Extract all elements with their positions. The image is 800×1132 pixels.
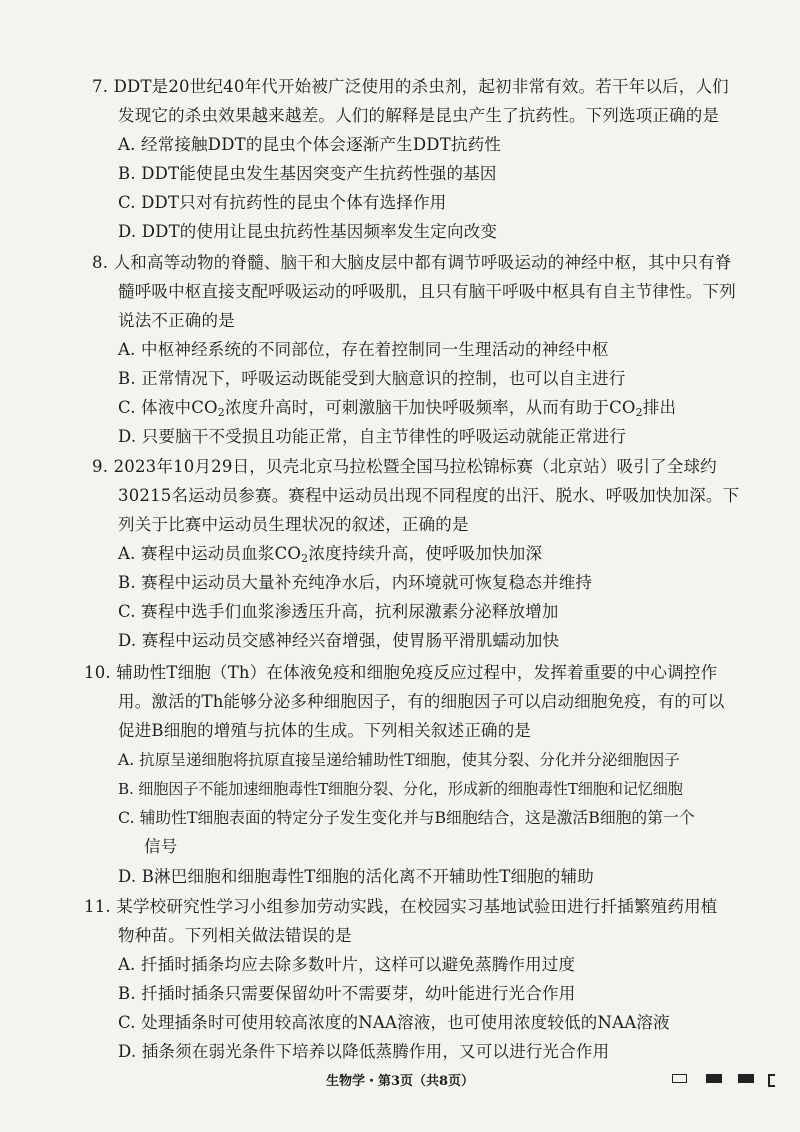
q10-option-c-line-1: C. 辅助性T细胞表面的特定分子发生变化并与B细胞结合，这是激活B细胞的第一个 (118, 808, 695, 827)
q11-option-a: A. 扦插时插条均应去除多数叶片，这样可以避免蒸腾作用过度 (118, 955, 576, 974)
q11-option-d: D. 插条须在弱光条件下培养以降低蒸腾作用，又可以进行光合作用 (118, 1042, 610, 1061)
q7-option-d: D. DDT的使用让昆虫抗药性基因频率发生定向改变 (118, 222, 498, 241)
hollow-mark-icon (672, 1074, 687, 1083)
q9-option-b: B. 赛程中运动员大量补充纯净水后，内环境就可恢复稳态并维持 (118, 573, 593, 592)
q8-option-c-part-3: 排出 (642, 398, 677, 417)
q7-option-b: B. DDT能使昆虫发生基因突变产生抗药性强的基因 (118, 164, 497, 183)
q9-stem-line-1: 9. 2023年10月29日，贝壳北京马拉松暨全国马拉松锦标赛（北京站）吸引了全球约 (92, 457, 717, 476)
q10-stem-line-3: 促进B细胞的增殖与抗体的生成。下列相关叙述正确的是 (118, 721, 532, 740)
q7-stem-line-2: 发现它的杀虫效果越来越差。人们的解释是昆虫产生了抗药性。下列选项正确的是 (118, 106, 720, 125)
q8-option-c-subscript-2: 2 (635, 406, 643, 419)
bracket-mark-icon (768, 1074, 775, 1087)
q8-option-c-part-1: C. 体液中CO (118, 398, 218, 417)
page-footer: 生物学・第3页（共8页） (325, 1074, 475, 1089)
q7-option-c: C. DDT只对有抗药性的昆虫个体有选择作用 (118, 193, 447, 212)
q10-option-a: A. 抗原呈递细胞将抗原直接呈递给辅助性T细胞，使其分裂、分化并分泌细胞因子 (118, 751, 680, 769)
q8-option-b: B. 正常情况下，呼吸运动既能受到大脑意识的控制，也可以自主进行 (118, 369, 626, 388)
q10-option-b: B. 细胞因子不能加速细胞毒性T细胞分裂、分化，形成新的细胞毒性T细胞和记忆细胞 (118, 780, 683, 798)
q9-option-a (118, 543, 542, 565)
q7-stem-line-1: 7. DDT是20世纪40年代开始被广泛使用的杀虫剂，起初非常有效。若干年以后，人们 (92, 77, 729, 96)
solid-mark-icon (738, 1074, 754, 1083)
q9-stem-line-2: 30215名运动员参赛。赛程中运动员出现不同程度的出汗、脱水、呼吸加快加深。下 (118, 486, 740, 505)
q9-option-a-subscript: 2 (301, 552, 309, 565)
q8-stem-line-2: 髓呼吸中枢直接支配呼吸运动的呼吸肌，且只有脑干呼吸中枢具有自主节律性。下列 (118, 282, 736, 301)
q8-stem-line-1: 8. 人和高等动物的脊髓、脑干和大脑皮层中都有调节呼吸运动的神经中枢，其中只有脊 (92, 253, 732, 272)
q10-option-c-line-2: 信号 (144, 837, 178, 856)
q8-option-c (118, 397, 676, 419)
q10-stem-line-2: 用。激活的Th能够分泌多种细胞因子，有的细胞因子可以启动细胞免疫，有的可以 (118, 692, 725, 711)
q10-stem-line-1: 10. 辅助性T细胞（Th）在体液免疫和细胞免疫反应过程中，发挥着重要的中心调控作 (84, 663, 718, 682)
q8-option-d: D. 只要脑干不受损且功能正常，自主节律性的呼吸运动就能正常进行 (118, 427, 627, 446)
q11-option-c: C. 处理插条时可使用较高浓度的NAA溶液，也可使用浓度较低的NAA溶液 (118, 1013, 670, 1032)
q9-option-d: D. 赛程中运动员交感神经兴奋增强，使胃肠平滑肌蠕动加快 (118, 631, 560, 650)
q11-option-b: B. 扦插时插条只需要保留幼叶不需要芽，幼叶能进行光合作用 (118, 984, 576, 1003)
q9-stem-line-3: 列关于比赛中运动员生理状况的叙述，正确的是 (118, 515, 469, 534)
q9-option-c: C. 赛程中选手们血浆渗透压升高，抗利尿激素分泌释放增加 (118, 602, 559, 621)
q11-stem-line-2: 物种苗。下列相关做法错误的是 (118, 926, 352, 945)
q8-stem-line-3: 说法不正确的是 (118, 311, 235, 330)
solid-mark-icon (706, 1074, 722, 1083)
q7-option-a: A. 经常接触DDT的昆虫个体会逐渐产生DDT抗药性 (118, 135, 502, 154)
q10-option-d: D. B淋巴细胞和细胞毒性T细胞的活化离不开辅助性T细胞的辅助 (118, 867, 594, 886)
q8-option-c-part-2: 浓度升高时，可刺激脑干加快呼吸频率，从而有助于CO (224, 398, 636, 417)
q11-stem-line-1: 11. 某学校研究性学习小组参加劳动实践，在校园实习基地试验田进行扦插繁殖药用植 (84, 897, 718, 916)
q8-option-a: A. 中枢神经系统的不同部位，存在着控制同一生理活动的神经中枢 (118, 340, 609, 359)
q9-option-a-part-2: 浓度持续升高，使呼吸加快加深 (308, 544, 543, 563)
q8-option-c-subscript-1: 2 (217, 406, 225, 419)
q9-option-a-part-1: A. 赛程中运动员血浆CO (118, 544, 302, 563)
